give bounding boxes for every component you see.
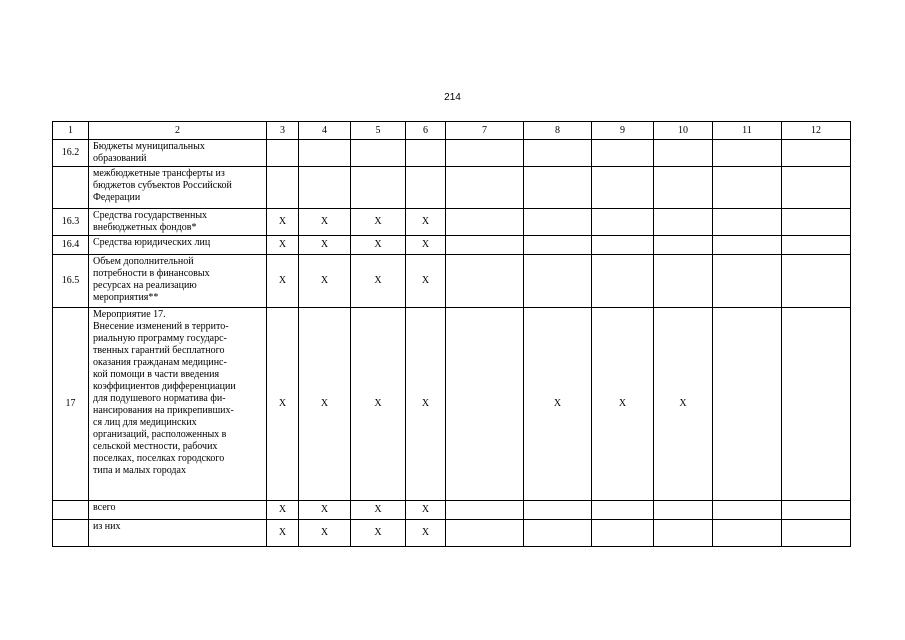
value-cell xyxy=(446,520,524,547)
value-cell: X xyxy=(267,236,299,255)
row-number-cell xyxy=(53,520,89,547)
column-header: 2 xyxy=(89,122,267,140)
value-cell xyxy=(654,255,713,308)
value-cell xyxy=(446,209,524,236)
row-number-cell xyxy=(53,501,89,520)
row-number-cell xyxy=(53,167,89,209)
column-header: 3 xyxy=(267,122,299,140)
value-cell xyxy=(654,236,713,255)
value-cell xyxy=(782,140,851,167)
value-cell xyxy=(654,140,713,167)
value-cell: X xyxy=(299,209,351,236)
value-cell xyxy=(713,308,782,501)
value-cell xyxy=(782,236,851,255)
value-cell: X xyxy=(406,255,446,308)
value-cell xyxy=(524,520,592,547)
column-header: 6 xyxy=(406,122,446,140)
row-description-cell: Объем дополнительной потребности в финансовых ресурсах на реализацию мероприятия** xyxy=(89,255,267,308)
value-cell xyxy=(524,140,592,167)
column-header: 1 xyxy=(53,122,89,140)
column-header: 11 xyxy=(713,122,782,140)
value-cell: X xyxy=(299,255,351,308)
value-cell: X xyxy=(406,236,446,255)
data-table xyxy=(52,121,851,547)
table-row xyxy=(53,501,851,520)
row-description-cell: Средства юридических лиц xyxy=(89,236,267,255)
column-header: 8 xyxy=(524,122,592,140)
row-description-cell: Средства государственных внебюджетных фондов* xyxy=(89,209,267,236)
value-cell xyxy=(524,167,592,209)
row-description-cell: межбюджетные трансферты из бюджетов субъектов Российской Федерации xyxy=(89,167,267,209)
value-cell xyxy=(446,236,524,255)
value-cell: X xyxy=(267,308,299,501)
value-cell xyxy=(654,209,713,236)
value-cell xyxy=(406,140,446,167)
value-cell: X xyxy=(267,501,299,520)
value-cell xyxy=(446,167,524,209)
row-description-cell: всего xyxy=(89,501,267,520)
value-cell xyxy=(406,167,446,209)
value-cell: X xyxy=(351,236,406,255)
value-cell xyxy=(713,209,782,236)
value-cell: X xyxy=(406,308,446,501)
table-row xyxy=(53,308,851,501)
table-row xyxy=(53,255,851,308)
value-cell xyxy=(654,167,713,209)
value-cell xyxy=(351,140,406,167)
value-cell xyxy=(782,501,851,520)
value-cell: X xyxy=(351,520,406,547)
value-cell xyxy=(524,501,592,520)
table-row xyxy=(53,167,851,209)
value-cell xyxy=(713,501,782,520)
page-number: 214 xyxy=(444,92,461,103)
column-header: 5 xyxy=(351,122,406,140)
value-cell: X xyxy=(592,308,654,501)
value-cell xyxy=(524,209,592,236)
value-cell xyxy=(713,140,782,167)
table-row xyxy=(53,209,851,236)
value-cell: X xyxy=(406,520,446,547)
value-cell: X xyxy=(351,255,406,308)
value-cell xyxy=(299,140,351,167)
row-description-cell: из них xyxy=(89,520,267,547)
value-cell xyxy=(592,520,654,547)
value-cell: X xyxy=(299,520,351,547)
value-cell xyxy=(524,255,592,308)
value-cell xyxy=(654,520,713,547)
value-cell xyxy=(299,167,351,209)
value-cell xyxy=(267,140,299,167)
row-number-cell: 16.3 xyxy=(53,209,89,236)
value-cell xyxy=(446,308,524,501)
value-cell: X xyxy=(524,308,592,501)
column-header: 7 xyxy=(446,122,524,140)
value-cell: X xyxy=(299,308,351,501)
value-cell xyxy=(267,167,299,209)
value-cell xyxy=(713,255,782,308)
value-cell: X xyxy=(351,209,406,236)
value-cell: X xyxy=(267,520,299,547)
table-row xyxy=(53,236,851,255)
value-cell xyxy=(446,140,524,167)
value-cell xyxy=(592,167,654,209)
row-description-cell: Мероприятие 17. Внесение изменений в террито- риальную программу государс- твенных гарантий бесплатного оказания гражданам медицинс- кой помощи в части введения коэффициентов дифференциации для подушевого норматива фи- нансирования на прикрепивших- ся лиц для медицинских организаций, расположенных в сельской местности, рабочих поселках, поселках городского типа и малых городах xyxy=(89,308,267,501)
value-cell xyxy=(592,236,654,255)
value-cell: X xyxy=(299,236,351,255)
value-cell xyxy=(592,209,654,236)
row-number-cell: 16.5 xyxy=(53,255,89,308)
column-header: 4 xyxy=(299,122,351,140)
value-cell xyxy=(782,209,851,236)
value-cell: X xyxy=(299,501,351,520)
value-cell xyxy=(713,167,782,209)
value-cell xyxy=(592,140,654,167)
row-number-cell: 17 xyxy=(53,308,89,501)
column-header: 10 xyxy=(654,122,713,140)
table-header-row xyxy=(53,122,851,140)
value-cell xyxy=(782,167,851,209)
value-cell xyxy=(524,236,592,255)
table-row xyxy=(53,140,851,167)
value-cell xyxy=(782,520,851,547)
value-cell xyxy=(782,255,851,308)
value-cell: X xyxy=(267,209,299,236)
value-cell xyxy=(592,255,654,308)
value-cell: X xyxy=(267,255,299,308)
value-cell xyxy=(713,520,782,547)
value-cell: X xyxy=(406,209,446,236)
row-number-cell: 16.4 xyxy=(53,236,89,255)
row-description-cell: Бюджеты муниципальных образований xyxy=(89,140,267,167)
value-cell xyxy=(446,501,524,520)
value-cell: X xyxy=(351,501,406,520)
value-cell xyxy=(351,167,406,209)
value-cell xyxy=(782,308,851,501)
value-cell xyxy=(446,255,524,308)
value-cell xyxy=(713,236,782,255)
column-header: 12 xyxy=(782,122,851,140)
value-cell: X xyxy=(654,308,713,501)
row-number-cell: 16.2 xyxy=(53,140,89,167)
table-row xyxy=(53,520,851,547)
value-cell xyxy=(654,501,713,520)
value-cell: X xyxy=(406,501,446,520)
value-cell xyxy=(592,501,654,520)
column-header: 9 xyxy=(592,122,654,140)
value-cell: X xyxy=(351,308,406,501)
